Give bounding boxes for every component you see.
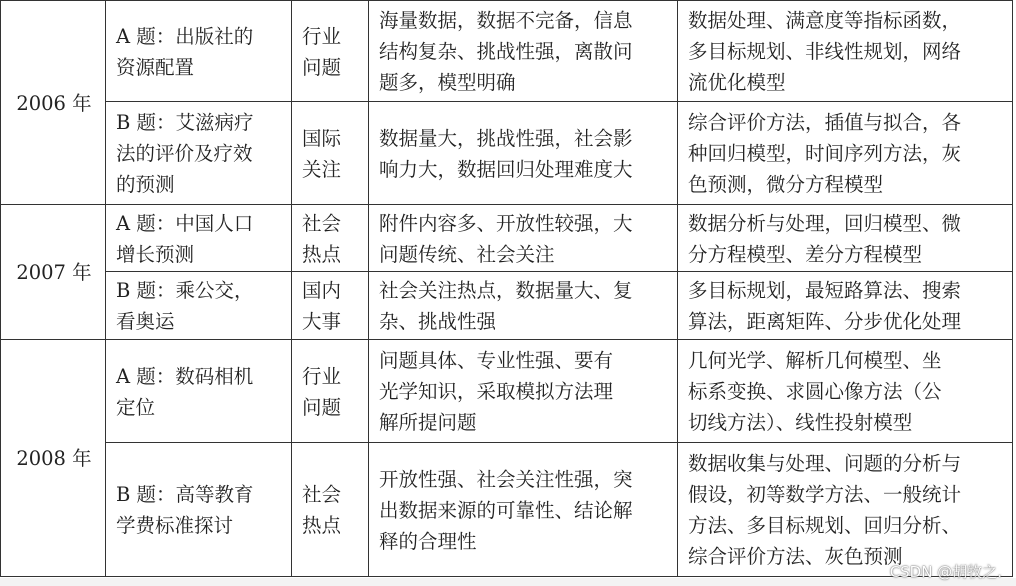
topic-cell: A 题：出版社的 资源配置 [106, 1, 292, 102]
models-cell: 多目标规划，最短路算法、搜索 算法，距离矩阵、分步优化处理 [678, 272, 1013, 340]
features-cell: 海量数据，数据不完备，信息 结构复杂、挑战性强，离散问 题多，模型明确 [369, 1, 678, 102]
bottom-edge-band [0, 578, 1016, 586]
year-cell: 2007 年 [1, 205, 106, 340]
topic-cell: A 题：数码相机 定位 [106, 340, 292, 443]
features-cell: 问题具体、专业性强、要有 光学知识，采取模拟方法理 解所提问题 [369, 340, 678, 443]
category-cell: 国内 大事 [292, 272, 369, 340]
topic-cell: A 题：中国人口 增长预测 [106, 205, 292, 272]
category-cell: 行业 问题 [292, 340, 369, 443]
table-row [1, 272, 1013, 340]
category-cell: 行业 问题 [292, 1, 369, 102]
models-cell: 几何光学、解析几何模型、坐 标系变换、求圆心像方法（公 切线方法）、线性投射模型 [678, 340, 1013, 443]
models-cell: 数据处理、满意度等指标函数， 多目标规划、非线性规划，网络 流优化模型 [678, 1, 1013, 102]
table-row [1, 340, 1013, 443]
models-cell: 综合评价方法，插值与拟合，各 种回归模型，时间序列方法，灰 色预测，微分方程模型 [678, 102, 1013, 205]
models-cell: 数据分析与处理，回归模型、微 分方程模型、差分方程模型 [678, 205, 1013, 272]
table-row [1, 443, 1013, 577]
features-cell: 数据量大，挑战性强，社会影 响力大，数据回归处理难度大 [369, 102, 678, 205]
topic-cell: B 题：艾滋病疗 法的评价及疗效 的预测 [106, 102, 292, 205]
table-row [1, 1, 1013, 102]
category-cell: 社会 热点 [292, 205, 369, 272]
year-cell: 2006 年 [1, 1, 106, 205]
year-cell: 2008 年 [1, 340, 106, 577]
csdn-watermark: CSDN @胡牧之. [889, 563, 1002, 581]
topic-cell: B 题：乘公交， 看奥运 [106, 272, 292, 340]
features-cell: 开放性强、社会关注性强，突 出数据来源的可靠性、结论解 释的合理性 [369, 443, 678, 577]
category-cell: 国际 关注 [292, 102, 369, 205]
table-row [1, 205, 1013, 272]
topic-cell: B 题：高等教育 学费标准探讨 [106, 443, 292, 577]
features-cell: 社会关注热点，数据量大、复 杂、挑战性强 [369, 272, 678, 340]
features-cell: 附件内容多、开放性较强，大 问题传统、社会关注 [369, 205, 678, 272]
models-cell: 数据收集与处理、问题的分析与 假设，初等数学方法、一般统计 方法、多目标规划、回归分析、 综合评价方法、灰色预测 [678, 443, 1013, 577]
category-cell: 社会 热点 [292, 443, 369, 577]
table-row [1, 102, 1013, 205]
